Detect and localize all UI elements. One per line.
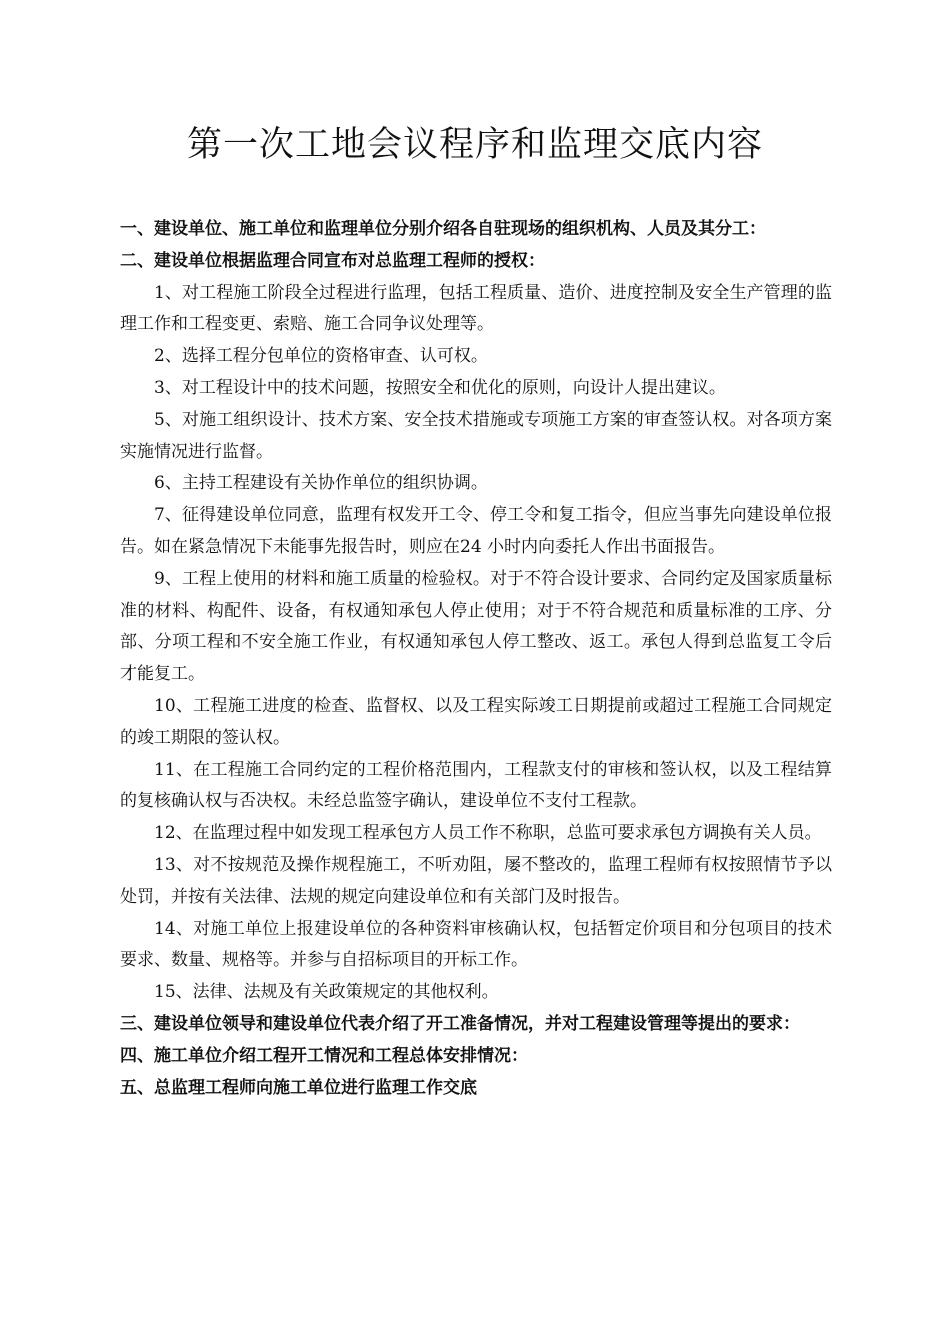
authority-item-5: 5、对施工组织设计、技术方案、安全技术措施或专项施工方案的审查签认权。对各项方案实施情况进行监督。	[120, 409, 832, 462]
authority-item-6: 6、主持工程建设有关协作单位的组织协调。	[154, 473, 488, 494]
authority-item-10: 10、工程施工进度的检查、监督权、以及工程实际竣工日期提前或超过工程施工合同规定的竣工期限的签认权。	[120, 695, 832, 748]
authority-item-7: 7、征得建设单位同意，监理有权发开工令、停工令和复工指令，但应当事先向建设单位报告。如在紧急情况下未能事先报告时，则应在24 小时内向委托人作出书面报告。	[120, 505, 832, 557]
section-heading-1: 一、建设单位、施工单位和监理单位分别介绍各自驻现场的组织机构、人员及其分工：	[120, 219, 766, 239]
authority-item-15: 15、法律、法规及有关政策规定的其他权利。	[154, 982, 499, 1003]
authority-item-11: 11、在工程施工合同约定的工程价格范围内，工程款支付的审核和签认权，以及工程结算的复核确认权与否决权。未经总监签字确认，建设单位不支付工程款。	[120, 759, 832, 812]
document-body	[120, 214, 832, 1104]
section-heading-4: 四、施工单位介绍工程开工情况和工程总体安排情况：	[120, 1045, 528, 1066]
authority-item-13: 13、对不按规范及操作规程施工，不听劝阻，屡不整改的，监理工程师有权按照情节予以处罚，并按有关法律、法规的规定向建设单位和有关部门及时报告。	[120, 854, 832, 907]
authority-item-14: 14、对施工单位上报建设单位的各种资料审核确认权，包括暂定价项目和分包项目的技术要求、数量、规格等。并参与自招标项目的开标工作。	[120, 918, 832, 971]
section-heading-2: 二、建设单位根据监理合同宣布对总监理工程师的授权：	[120, 250, 545, 271]
authority-item-3: 3、对工程设计中的技术问题，按照安全和优化的原则，向设计人提出建议。	[154, 377, 726, 398]
authority-item-9: 9、工程上使用的材料和施工质量的检验权。对于不符合设计要求、合同约定及国家质量标准的材料、构配件、设备，有权通知承包人停止使用；对于不符合规范和质量标准的工序、分部、分项工程和不安全施工作业，有权通知承包人停工整改、返工。承包人得到总监复工令后才能复工。	[120, 568, 832, 685]
section-heading-3: 三、建设单位领导和建设单位代表介绍了开工准备情况，并对工程建设管理等提出的要求：	[120, 1013, 800, 1034]
authority-item-1: 1、对工程施工阶段全过程进行监理，包括工程质量、造价、进度控制及安全生产管理的监理工作和工程变更、索赔、施工合同争议处理等。	[120, 282, 832, 335]
document-title: 第一次工地会议程序和监理交底内容	[186, 125, 763, 165]
authority-item-2: 2、选择工程分包单位的资格审查、认可权。	[154, 346, 488, 367]
authority-item-12: 12、在监理过程中如发现工程承包方人员工作不称职，总监可要求承包方调换有关人员。	[154, 823, 822, 844]
section-heading-5: 五、总监理工程师向施工单位进行监理工作交底	[120, 1077, 477, 1098]
